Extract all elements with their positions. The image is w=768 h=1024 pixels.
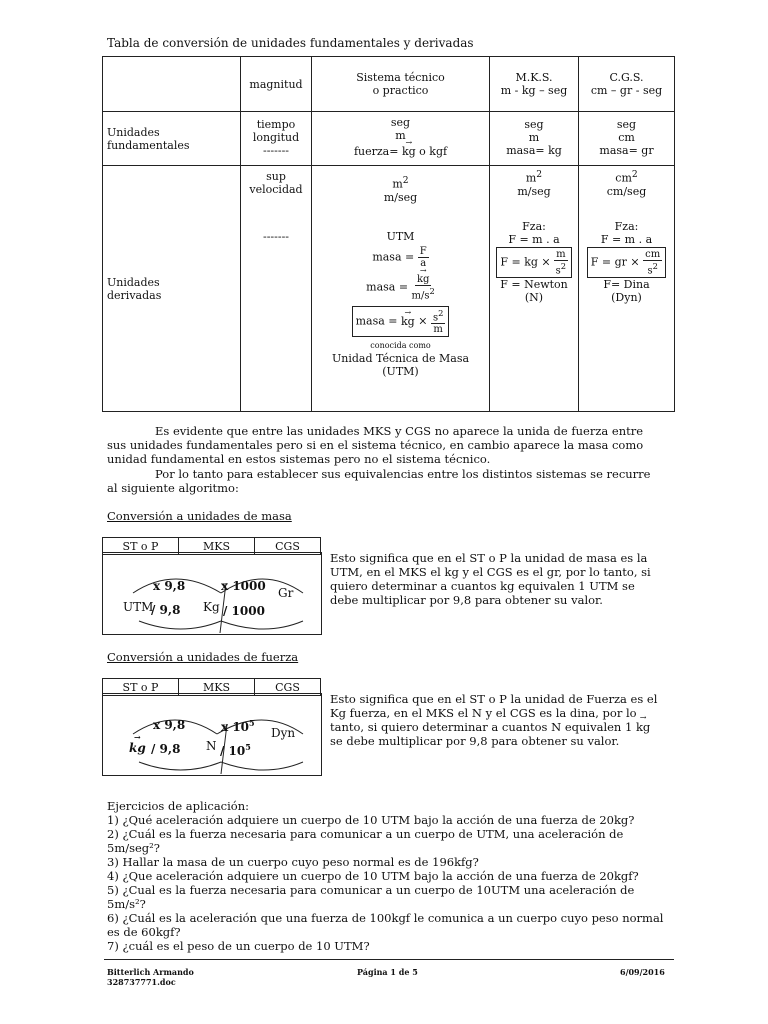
fuerza-mult-1: x 9,8	[153, 718, 186, 732]
fuerza-mult-2	[221, 718, 255, 734]
der-mks-box-fraction	[554, 249, 567, 276]
der-mks-sup-exp: 2	[536, 169, 543, 180]
exercise-item: 1) ¿Qué aceleración adquiere un cuerpo de 10 UTM bajo la acción de una fuerza de 20kg?	[107, 813, 635, 827]
der-cgs-box-den	[647, 261, 657, 276]
masa-arc-bottom-2	[221, 621, 303, 629]
der-cgs	[579, 166, 675, 412]
table-header-row	[103, 57, 675, 112]
formula-3-box	[352, 306, 450, 337]
fundamental-row	[103, 112, 675, 166]
fuerza-explanation-kg: → kg	[636, 720, 650, 734]
der-cgs-sup	[579, 168, 674, 185]
der-mks-box-den	[556, 261, 566, 276]
masa-mult-1: x 9,8	[153, 579, 186, 593]
derived-row	[103, 166, 675, 412]
paragraph-1-text: Es evidente que entre las unidades MKS y CGS no aparece la unida de fuerza entre sus unidades fundamentales pero si en el sistema técnico, en cambio aparece la masa como unidad fundamental en estos sistemas pero no el sistema técnico.	[107, 424, 644, 466]
der-tec-nombre-2: (UTM)	[382, 365, 419, 379]
masa-unit-kg: Kg	[203, 600, 220, 614]
der-label-line-2: derivadas	[107, 288, 162, 302]
fuerza-div-2	[220, 742, 251, 758]
der-mks-vel: m/seg	[517, 184, 551, 198]
exercise-item: 5) ¿Cual es la fuerza necesaria para comunicar a un cuerpo de 10UTM una aceleración de 5m/s²?	[107, 883, 635, 911]
formula-2-den-s: s	[424, 289, 430, 301]
fund-cgs-2: cm	[618, 131, 635, 144]
fuerza-mult-2-base: x 10	[221, 720, 250, 734]
der-tec-formula-3	[312, 305, 489, 337]
der-mag-1: sup	[266, 170, 286, 183]
der-mks-eq: F = m . a	[508, 232, 560, 246]
footer-date: 6/09/2016	[620, 967, 665, 977]
fuerza-arc-bottom-2	[221, 762, 303, 770]
formula-3-num-s: s	[432, 312, 439, 324]
der-mks-fza: Fza:	[522, 219, 546, 233]
fund-label	[103, 112, 241, 166]
formula-2-den: $m/s^2$	[411, 285, 435, 301]
exercise-item: 7) ¿cuál es el peso de un cuerpo de 10 UTM?	[107, 939, 370, 953]
paragraph-2	[107, 467, 662, 495]
paragraph-2-text: Por lo tanto para establecer sus equivalencias entre los distintos sistemas se recurre al siguiente algoritmo:	[107, 467, 651, 495]
fund-tecnico	[312, 112, 490, 166]
exercises-heading: Ejercicios de aplicación:	[107, 799, 249, 813]
fund-mks-3: masa= kg	[506, 144, 562, 157]
der-mks-box-a: F = kg ×	[500, 255, 551, 269]
masa-unit-utm: UTM	[123, 600, 154, 614]
formula-3-times: ×	[418, 314, 428, 328]
header-mks-line-1: M.K.S.	[515, 71, 553, 84]
der-mks	[490, 166, 579, 412]
fund-tec-kgf: o kgf	[419, 145, 448, 158]
formula-1-num: F	[419, 245, 427, 257]
der-mks-box-num: m	[556, 248, 566, 260]
der-mag-2: velocidad	[249, 183, 303, 196]
der-mks-res-2: (N)	[524, 290, 544, 304]
exercise-item: 6) ¿Cuál es la aceleración que una fuerza de 100kgf le comunica a un cuerpo cuyo peso normal es de 60kgf?	[107, 911, 664, 939]
header-magnitud	[241, 57, 312, 112]
der-mks-sup-base: m	[525, 171, 537, 185]
der-label-line-1: Unidades	[107, 275, 160, 289]
formula-3-fraction	[431, 308, 445, 335]
fuerza-div-1: / 9,8	[151, 742, 181, 756]
fund-cgs-1: seg	[616, 118, 637, 131]
masa-mult-2: x 1000	[221, 579, 266, 593]
der-tec-nombre-1: Unidad Técnica de Masa	[331, 352, 470, 366]
fund-tec-3	[312, 145, 489, 158]
footer-author: Bitterlich Armando	[107, 967, 194, 977]
formula-2-num: → kg	[415, 274, 431, 286]
fuerza-unit-n: N	[206, 739, 217, 753]
formula-3-masa: masa =	[355, 314, 398, 328]
fund-tec-1: seg	[390, 116, 411, 129]
masa-col-1: ST o P	[103, 538, 179, 555]
header-tecnico-line-1: Sistema técnico	[356, 71, 445, 84]
formula-2-den-m: m	[411, 289, 422, 301]
fuerza-explanation	[330, 692, 660, 748]
exercises	[107, 799, 667, 953]
fund-tec-fuerza: fuerza=	[353, 145, 399, 158]
paragraph-1	[107, 424, 662, 466]
formula-2-masa: masa =	[366, 280, 409, 294]
fuerza-col-2: MKS	[179, 679, 255, 696]
der-tec-vel: m/seg	[383, 190, 418, 204]
fund-tec-kg: → kg	[402, 145, 416, 158]
der-cgs-fza: Fza:	[614, 219, 639, 233]
masa-heading: Conversión a unidades de masa	[107, 509, 292, 523]
der-mks-sup	[490, 168, 578, 185]
header-cgs	[579, 57, 675, 112]
fund-label-line-1: Unidades	[107, 125, 160, 139]
header-mks	[490, 57, 579, 112]
fuerza-div-2-exp: 5	[245, 742, 251, 752]
der-mks-box-den-exp: 2	[560, 260, 567, 271]
masa-diagram	[102, 552, 322, 635]
exercise-item: 3) Hallar la masa de un cuerpo cuyo peso normal es de 196kfg?	[107, 855, 479, 869]
fuerza-div-2-base: / 10	[220, 744, 246, 758]
der-tec-conocida: conocida como	[370, 341, 431, 351]
formula-1-den: a	[420, 257, 427, 269]
fuerza-explanation-1: Esto significa que en el ST o P la unidad de Fuerza es el Kg fuerza, en el MKS el N y el CGS es la dina, por lo tanto, si quiero determinar a cuantos N equivalen 1	[330, 692, 658, 734]
fund-cgs	[579, 112, 675, 166]
der-mks-box-den-s: s	[555, 264, 561, 276]
fund-mks	[490, 112, 579, 166]
fund-mag-3: -------	[262, 144, 290, 157]
fuerza-col-3: CGS	[255, 679, 321, 696]
der-cgs-sup-exp: 2	[631, 169, 638, 180]
masa-col-3: CGS	[255, 538, 321, 555]
fuerza-mult-2-exp: 5	[249, 718, 255, 728]
masa-unit-gr: Gr	[278, 586, 294, 600]
fund-tec-2: m	[395, 129, 406, 142]
page-title: Tabla de conversión de unidades fundamentales y derivadas	[107, 36, 474, 50]
der-cgs-sup-base: cm	[615, 171, 632, 185]
der-label	[103, 166, 241, 412]
der-mks-box-wrap	[490, 246, 578, 278]
header-cgs-line-2: cm – gr - seg	[590, 84, 663, 97]
der-mag-3: -------	[262, 230, 290, 243]
der-tec-utm: UTM	[386, 229, 415, 243]
conversion-table	[102, 56, 675, 412]
der-tec-sup-base: m	[392, 177, 403, 191]
formula-3-num	[431, 308, 445, 324]
fund-mag-2: longitud	[252, 131, 300, 144]
exercise-item: 4) ¿Que aceleración adquiere un cuerpo de 10 UTM bajo la acción de una fuerza de 20kgf?	[107, 869, 639, 883]
masa-arc-bottom-1	[139, 621, 221, 629]
header-cgs-line-1: C.G.S.	[609, 71, 644, 84]
header-tecnico	[312, 57, 490, 112]
footer-page: Página 1 de 5	[357, 967, 418, 977]
formula-2-fraction	[412, 274, 435, 301]
footer-doc: 328737771.doc	[107, 977, 176, 987]
fuerza-unit-dyn: Dyn	[271, 726, 296, 740]
fund-mks-1: seg	[524, 118, 544, 131]
der-tec-formula-1	[312, 246, 489, 269]
header-magnitud-label: magnitud	[249, 77, 303, 91]
formula-3-den: m	[433, 324, 443, 336]
der-cgs-res-1: F= Dina	[603, 277, 650, 291]
der-cgs-box-num: cm	[645, 248, 661, 260]
der-cgs-box-den-s: s	[647, 264, 653, 276]
der-cgs-box-wrap	[579, 246, 674, 278]
fuerza-explanation-2: se debe multiplicar por 9,8 para obtener su valor.	[330, 734, 620, 748]
der-mks-res-1: F = Newton	[500, 277, 568, 291]
der-tec-formula-2	[312, 274, 489, 301]
header-empty	[103, 57, 241, 112]
der-cgs-box	[587, 247, 666, 278]
formula-2-den-exp: 2	[429, 285, 435, 296]
footer-rule	[104, 959, 674, 960]
fuerza-unit-kg: → kg	[129, 741, 146, 755]
fuerza-diagram	[102, 693, 322, 776]
der-cgs-box-a: F = gr ×	[590, 255, 640, 269]
fund-label-line-2: fundamentales	[107, 138, 190, 152]
masa-div-2: / 1000	[223, 604, 265, 618]
der-cgs-box-fraction	[643, 249, 662, 276]
der-tec-sup	[312, 174, 489, 191]
masa-explanation: Esto significa que en el ST o P la unidad de masa es la UTM, en el MKS el kg y el CGS es el gr, por lo tanto, si quiero determinar a cuantos kg equivalen 1 UTM se debe multiplicar por 9,8 para obtener su valor.	[330, 551, 651, 607]
masa-col-2: MKS	[179, 538, 255, 555]
fuerza-arc-bottom-1	[139, 762, 221, 770]
der-cgs-vel: cm/seg	[606, 184, 647, 198]
fuerza-heading: Conversión a unidades de fuerza	[107, 650, 299, 664]
exercise-item: 2) ¿Cuál es la fuerza necesaria para comunicar a un cuerpo de UTM, una aceleración de 5m/seg²?	[107, 827, 624, 855]
fund-cgs-3: masa= gr	[599, 144, 654, 157]
der-tec-sup-exp: 2	[402, 175, 409, 186]
der-cgs-res-2: (Dyn)	[611, 290, 642, 304]
header-mks-line-2: m - kg – seg	[500, 84, 568, 97]
der-tecnico	[312, 166, 490, 412]
formula-3-num-exp: 2	[438, 307, 444, 318]
formula-1-masa: masa =	[372, 250, 415, 264]
masa-div-1: / 9,8	[151, 603, 181, 617]
der-cgs-eq: F = m . a	[600, 232, 653, 246]
fund-magnitud	[241, 112, 312, 166]
der-cgs-box-den-exp: 2	[652, 260, 658, 271]
der-mks-box	[496, 247, 571, 278]
header-tecnico-line-2: o practico	[372, 84, 429, 97]
fund-mks-2: m	[528, 131, 540, 144]
fund-mag-1: tiempo	[256, 118, 296, 131]
formula-3-kg: → kg	[401, 315, 415, 328]
fuerza-col-1: ST o P	[103, 679, 179, 696]
der-magnitud	[241, 166, 312, 412]
